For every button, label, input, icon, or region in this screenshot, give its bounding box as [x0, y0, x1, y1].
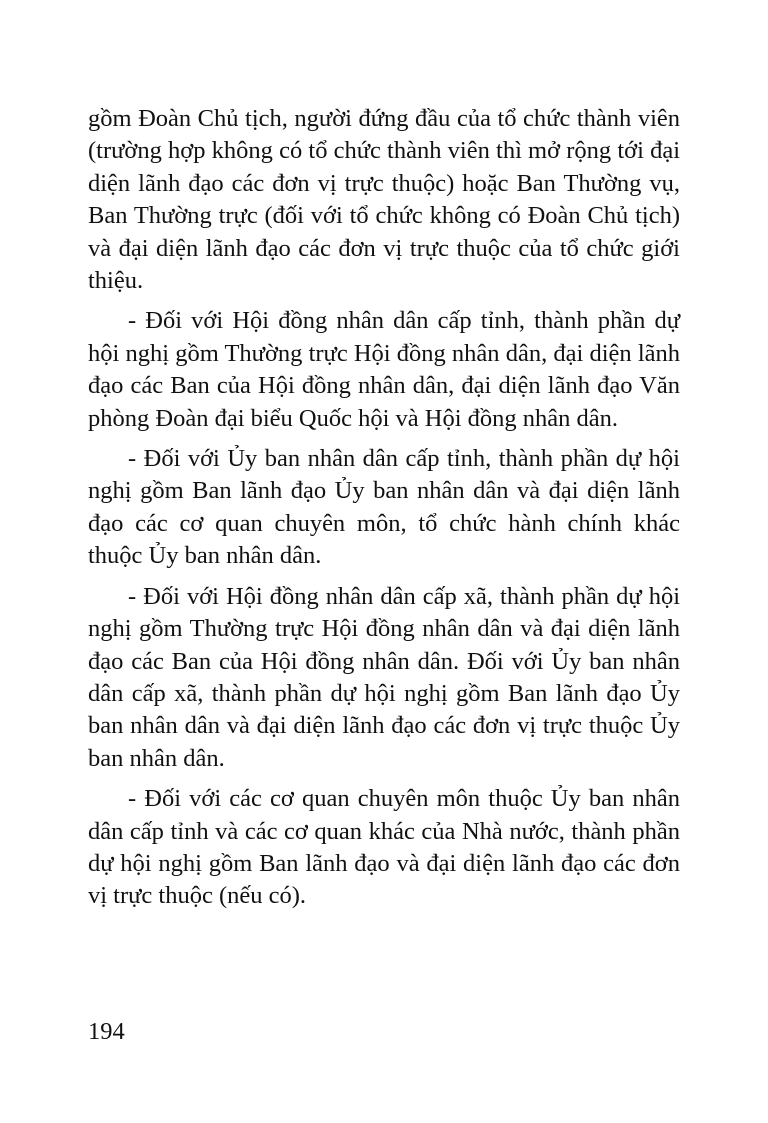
page-body — [88, 103, 680, 921]
paragraph-ubnd-cap-tinh: - Đối với Ủy ban nhân dân cấp tỉnh, thành phần dự hội nghị gồm Ban lãnh đạo Ủy ban nhân dân và đại diện lãnh đạo các cơ quan chuyên môn, tổ chức hành chính khác thuộc Ủy ban nhân dân. — [88, 445, 680, 570]
paragraph-co-quan-chuyen-mon: - Đối với các cơ quan chuyên môn thuộc Ủy ban nhân dân cấp tỉnh và các cơ quan khác của Nhà nước, thành phần dự hội nghị gồm Ban lãnh đạo và đại diện lãnh đạo các đơn vị trực thuộc (nếu có). — [88, 785, 680, 910]
page-number: 194 — [88, 1018, 125, 1045]
paragraph-continuation: gồm Đoàn Chủ tịch, người đứng đầu của tổ chức thành viên (trường hợp không có tổ chức thành viên thì mở rộng tới đại diện lãnh đạo các đơn vị trực thuộc) hoặc Ban Thường vụ, Ban Thường trực (đối với tổ chức không có Đoàn Chủ tịch) và đại diện lãnh đạo các đơn vị trực thuộc của tổ chức giới thiệu. — [88, 105, 680, 295]
paragraph-cap-xa: - Đối với Hội đồng nhân dân cấp xã, thành phần dự hội nghị gồm Thường trực Hội đồng nhân dân và đại diện lãnh đạo các Ban của Hội đồng nhân dân. Đối với Ủy ban nhân dân cấp xã, thành phần dự hội nghị gồm Ban lãnh đạo Ủy ban nhân dân và đại diện lãnh đạo các đơn vị trực thuộc Ủy ban nhân dân. — [88, 582, 680, 772]
paragraph-hdnd-cap-tinh: - Đối với Hội đồng nhân dân cấp tỉnh, thành phần dự hội nghị gồm Thường trực Hội đồng nhân dân, đại diện lãnh đạo các Ban của Hội đồng nhân dân, đại diện lãnh đạo Văn phòng Đoàn đại biểu Quốc hội và Hội đồng nhân dân. — [88, 307, 680, 432]
